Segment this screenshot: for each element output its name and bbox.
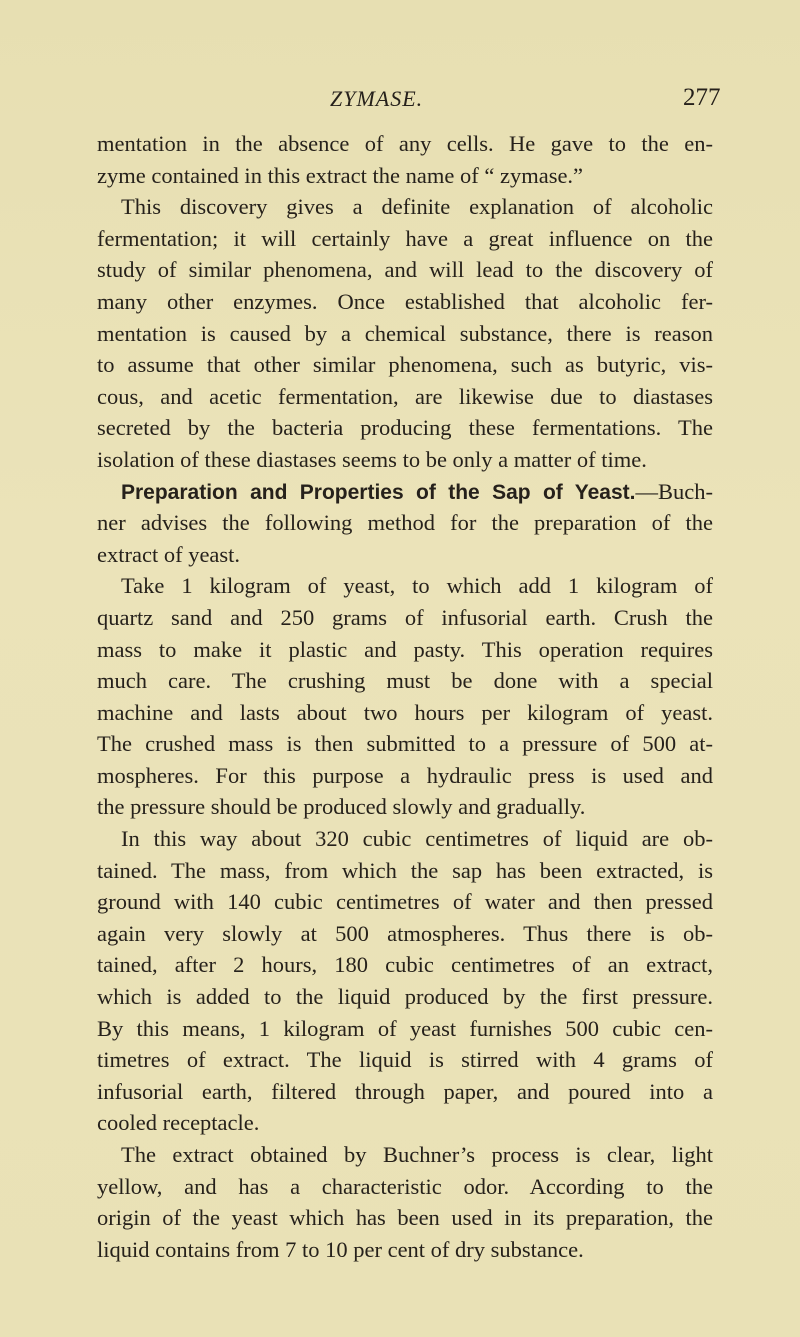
section-heading-continuation: —Buch- xyxy=(635,478,713,504)
text-line: to assume that other similar phenomena, such as butyric, vis- xyxy=(97,352,713,378)
text-line: ground with 140 cubic centimetres of water and then pressed xyxy=(97,889,713,915)
text-line: In this way about 320 cubic centimetres of liquid are ob- xyxy=(121,826,713,852)
text-line: secreted by the bacteria producing these fermentations. The xyxy=(97,415,713,441)
text-line: The extract obtained by Buchner’s process is clear, light xyxy=(121,1142,713,1167)
running-title: ZYMASE. xyxy=(330,86,424,111)
section-heading: Preparation and Properties of the Sap of Yeast. xyxy=(121,480,636,504)
page-number: 277 xyxy=(683,84,721,111)
text-line: cooled receptacle. xyxy=(97,1110,260,1136)
text-line: much care. The crushing must be done with a special xyxy=(97,668,713,694)
section-heading-line xyxy=(97,476,713,508)
text-line: yellow, and has a characteristic odor. According to the xyxy=(97,1173,713,1199)
text-line: origin of the yeast which has been used in its preparation, the xyxy=(97,1205,713,1231)
text-line: By this means, 1 kilogram of yeast furnishes 500 cubic cen- xyxy=(97,1015,713,1041)
text-line: liquid contains from 7 to 10 per cent of dry substance. xyxy=(97,1236,584,1262)
text-line: This discovery gives a definite explanation of alcoholic xyxy=(121,194,713,220)
text-line: again very slowly at 500 atmospheres. Thus there is ob- xyxy=(97,920,713,946)
text-line: which is added to the liquid produced by the first pressure. xyxy=(97,984,713,1010)
text-line: extract of yeast. xyxy=(97,541,241,567)
text-line: many other enzymes. Once established that alcoholic fer- xyxy=(97,288,713,314)
text-line: cous, and acetic fermentation, are likewise due to diastases xyxy=(97,383,713,409)
text-line: machine and lasts about two hours per kilogram of yeast. xyxy=(97,699,713,725)
text-line: mentation is caused by a chemical substance, there is reason xyxy=(97,320,713,346)
text-line: zyme contained in this extract the name of “ zymase.” xyxy=(97,162,584,188)
text-line: fermentation; it will certainly have a great influence on the xyxy=(97,225,713,251)
text-line: mass to make it plastic and pasty. This operation requires xyxy=(97,636,713,662)
text-line: tained, after 2 hours, 180 cubic centimetres of an extract, xyxy=(97,952,713,978)
text-line: ner advises the following method for the preparation of the xyxy=(97,510,713,536)
text-line: quartz sand and 250 grams of infusorial earth. Crush the xyxy=(97,604,713,630)
text-line: mentation in the absence of any cells. He gave to the en- xyxy=(97,131,713,156)
body-text xyxy=(97,128,713,1265)
text-line: study of similar phenomena, and will lead to the discovery of xyxy=(97,257,713,283)
text-line: the pressure should be produced slowly and gradually. xyxy=(97,794,586,820)
text-line: isolation of these diastases seems to be only a matter of time. xyxy=(97,446,647,472)
text-line: Take 1 kilogram of yeast, to which add 1 kilogram of xyxy=(121,573,713,599)
text-line: tained. The mass, from which the sap has been extracted, is xyxy=(97,857,713,883)
text-line: mospheres. For this purpose a hydraulic press is used and xyxy=(97,762,713,788)
text-line: The crushed mass is then submitted to a pressure of 500 at- xyxy=(97,731,713,757)
running-head xyxy=(0,86,800,126)
text-line: infusorial earth, filtered through paper, and poured into a xyxy=(97,1078,713,1104)
text-line: timetres of extract. The liquid is stirred with 4 grams of xyxy=(97,1047,713,1073)
